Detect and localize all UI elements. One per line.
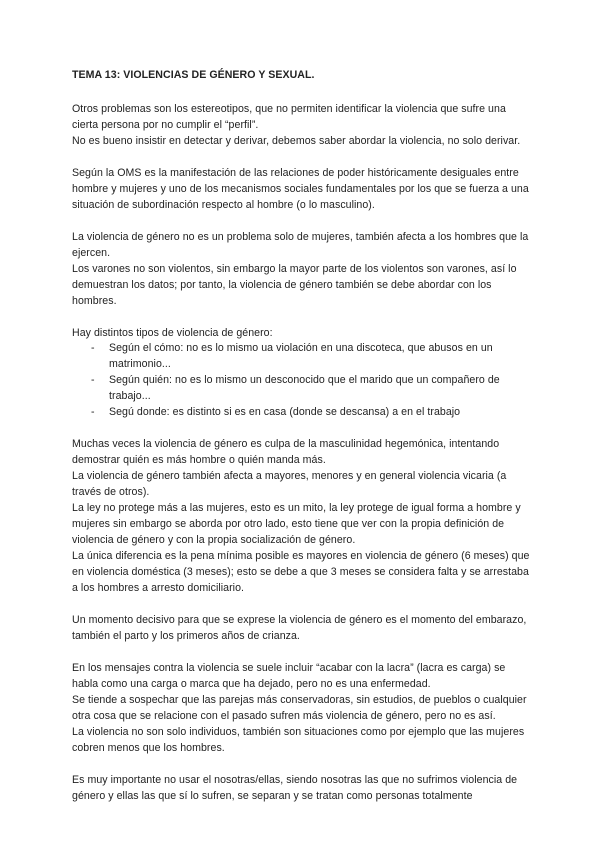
dash-bullet: - xyxy=(91,374,95,386)
paragraph-oms xyxy=(72,165,530,213)
document-title: TEMA 13: VIOLENCIAS DE GÉNERO Y SEXUAL. xyxy=(72,69,315,81)
text-line: Los varones no son violentos, sin embargo la mayor parte de los violentos son varones, así lo demuestran los datos; por tanto, la violencia de género también se debe abordar con los hombres. xyxy=(72,263,517,307)
text-line: Se tiende a sospechar que las parejas más conservadoras, sin estudios, de pueblos o cualquier otra cosa que se relacione con el pasado sufren más violencia de género, pero no es así. xyxy=(72,694,527,722)
list-item xyxy=(72,372,530,404)
text-line: La única diferencia es la pena mínima posible es mayores en violencia de género (6 meses) que en violencia doméstica (3 meses); esto se debe a que 3 meses se considera falta y se arrestaba a los hombres a arresto domiciliario. xyxy=(72,550,530,594)
paragraph-embarazo xyxy=(72,612,530,644)
paragraph-masculinidad xyxy=(72,436,530,596)
text-line: Según la OMS es la manifestación de las relaciones de poder históricamente desiguales entre hombre y mujeres y uno de los mecanismos sociales fundamentales por los que se fuerza a una situación de subordinación respecto al hombre (o lo masculino). xyxy=(72,167,529,211)
list-item-text: Según quién: no es lo mismo un desconocido que el marido que un compañero de trabajo... xyxy=(109,374,500,402)
text-line: Muchas veces la violencia de género es culpa de la masculinidad hegemónica, intentando demostrar quién es más hombre o quién manda más. xyxy=(72,438,500,466)
text-line: La violencia de género no es un problema solo de mujeres, también afecta a los hombres que la ejercen. xyxy=(72,231,529,259)
list-item-text: Segú donde: es distinto si es en casa (donde se descansa) a en el trabajo xyxy=(109,406,461,418)
violence-types-list xyxy=(72,340,530,420)
paragraph-hombres xyxy=(72,229,530,309)
text-line: Es muy importante no usar el nosotras/ellas, siendo nosotras las que no sufrimos violencia de género y ellas las que sí lo sufren, se separan y se tratan como personas totalmente xyxy=(72,774,518,802)
text-line: La violencia no son solo individuos, también son situaciones como por ejemplo que las mujeres cobren menos que los hombres. xyxy=(72,726,525,754)
text-line: Otros problemas son los estereotipos, que no permiten identificar la violencia que sufre una cierta persona por no cumplir el “perfil”. xyxy=(72,103,506,131)
dash-bullet: - xyxy=(91,342,95,354)
text-line: No es bueno insistir en detectar y derivar, debemos saber abordar la violencia, no solo derivar. xyxy=(72,135,521,147)
list-item xyxy=(72,340,530,372)
text-line: En los mensajes contra la violencia se suele incluir “acabar con la lacra” (lacra es carga) se habla como una carga o marca que ha dejado, pero no es una enfermedad. xyxy=(72,662,506,690)
list-item xyxy=(72,404,530,420)
dash-bullet: - xyxy=(91,406,95,418)
text-line: Un momento decisivo para que se exprese la violencia de género es el momento del embarazo, también el parto y los primeros años de crianza. xyxy=(72,614,527,642)
text-line: Hay distintos tipos de violencia de género: xyxy=(72,327,273,339)
paragraph-mensajes xyxy=(72,660,530,756)
paragraph-tipos xyxy=(72,325,530,341)
list-item-text: Según el cómo: no es lo mismo ua violación en una discoteca, que abusos en un matrimonio... xyxy=(109,342,493,370)
text-line: La ley no protege más a las mujeres, esto es un mito, la ley protege de igual forma a hombre y mujeres sin embargo se aborda por otro lado, esto tiene que ver con la propia definición de violencia de género y con la propia socialización de género. xyxy=(72,502,521,546)
paragraph-estereotipos xyxy=(72,101,530,149)
text-line: La violencia de género también afecta a mayores, menores y en general violencia vicaria (a través de otros). xyxy=(72,470,507,498)
paragraph-nosotras-ellas xyxy=(72,772,530,804)
